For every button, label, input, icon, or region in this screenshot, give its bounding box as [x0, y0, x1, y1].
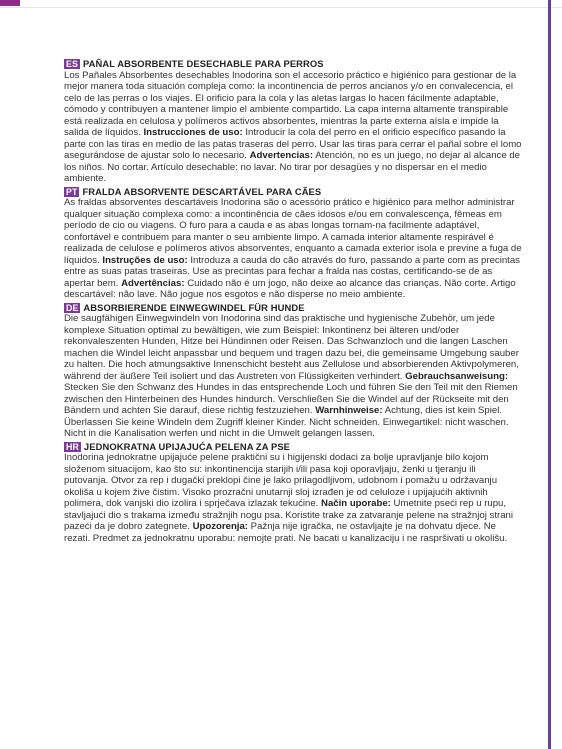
warning-text: Pažnja nije igračka, ne ostavljajte je na dohvatu djece. Ne rezati. Predmet za jednokratnu uporabu: nemojte prati. Ne bacati u kanalizaciju i ne raspršivati u okolišu. [64, 521, 508, 544]
language-tag-pt: PT [66, 186, 78, 197]
warning-label: Warnhinweise: [315, 405, 383, 416]
section-title: ABSORBIERENDE EINWEGWINDEL FÜR HUNDE [83, 301, 305, 313]
section-heading [64, 441, 522, 453]
section-body [64, 197, 522, 301]
section-heading [64, 302, 522, 314]
usage-label: Način uporabe: [321, 498, 391, 509]
warning-label: Advertências: [121, 277, 185, 289]
section-title: JEDNOKRATNA UPIJAJUĆA PELENA ZA PSE [83, 440, 291, 452]
warning-text: Achtung, dies ist kein Spiel. Überlassen Sie keine Windeln dem Zugriff kleiner Kinder. Nicht schneiden. Einwegartikel: nicht waschen. Nicht in die Kanalisation werfen und nicht in die Umwelt gelangen lassen. [64, 405, 509, 439]
section-heading [64, 186, 522, 198]
accent-line [548, 0, 551, 749]
usage-text: Umetnite pseći rep u rupu, stavljajući dio s trakama između stražnjih nogu psa. Koristite trake za zatvaranje pelene na stražnjoj strani pazeći da je dobro zategnete. [64, 498, 513, 532]
warning-label: Upozorenja: [192, 521, 248, 532]
intro-text: As fraldas absorventes descartáveis Inodorina são o acessório prático e higiénico para melhor administrar qualquer situação complexa como: a incontinência de cães idosos e/ou em convalescença, fêmeas em período de cio ou viagens. O furo para a cauda e as abas longas tornam-na facilmente adaptável, confortável e contribuem para manter o seu ambiente limpo. A camada interior altamente respirável é realizada de celulose e polímeros ativos absorventes, enquanto a camada exterior isola e previne a fuga de líquidos. [64, 197, 522, 266]
section-title: FRALDA ABSORVENTE DESCARTÁVEL PARA CÃES [82, 185, 322, 197]
section-title: PAÑAL ABSORBENTE DESECHABLE PARA PERROS [82, 58, 324, 69]
section-pt [64, 186, 522, 301]
leaflet-text-panel [64, 58, 522, 545]
section-body [64, 313, 522, 440]
language-tag-es: ES [66, 59, 78, 69]
warning-text: Atención, no es un juego, no dejar al alcance de los niños. No cortar. Artículo desechable: no lavar. No tirar por desagües y no dispersar en el medio ambiente. [64, 150, 521, 184]
usage-label: Instrucciones de uso: [143, 127, 243, 138]
usage-text: Introduza a cauda do cão através do furo, passando a parte com as precintas entre as suas patas traseiras. Use as precintas para fechar a fralda nas costas, certificando-se de as apertar bem. [64, 254, 520, 289]
section-hr [64, 441, 522, 545]
language-tag-hr: HR [66, 441, 79, 452]
section-es [64, 58, 522, 185]
language-tag-de: DE [66, 302, 79, 313]
warning-label: Advertencias: [249, 150, 314, 161]
section-body [64, 70, 522, 185]
section-de [64, 302, 522, 440]
intro-text: Inodorina jednokratne upijajuće pelene praktični su i higijenski dodaci za bolje upravljanje bilo kojom složenom situacijom, kao što su: inkontinencija starijih i/ili pasa koji oporavljaju, ženki u tjeranju ili putovanja. Otvor za rep i dugački preklopi čine je lako prilagodljivom, udobnom i pomažu u održavanju okoliša u kojem žive čistim. Visoko prozračni unutarnji sloj izrađen je od celuloze i upijajućih aktivnih polimera, dok vanjski dio izolira i sprječava izlazak tekućine. [64, 452, 498, 509]
usage-label: Instruções de uso: [102, 254, 188, 266]
top-border [0, 0, 562, 8]
usage-text: Introducir la cola del perro en el orificio específico pasando la parte con las tiras en medio de las patas traseras del perro. Usar las tiras para cerrar el pañal sobre el lomo asegurándose de ajustar solo lo necesario. [64, 127, 522, 161]
usage-text: Stecken Sie den Schwanz des Hundes in das entsprechende Loch und führen Sie den Teil mit den Riemen zwischen den Hinterbeinen des Hundes hindurch. Verschließen Sie die Windel auf der Rückseite mit den Bändern und achten Sie darauf, diese richtig festzuziehen. [64, 382, 518, 416]
intro-text: Die saugfähigen Einwegwindeln von Inodorina sind das praktische und hygienische Zubehör, um jede komplexe Situation optimal zu bewältigen, wie zum Beispiel: Inkontinenz bei älteren und/oder rekonvaleszenten Hunden, Hitze bei Hündinnen oder Reisen. Das Schwanzloch und die langen Laschen machen die Windel leicht anpassbar und bequem und tragen dazu bei, die gemeinsame Umgebung sauber zu halten. Die hoch atmungsaktive Innenschicht besteht aus Zellulose und absorbierenden Aktivpolymeren, während der äußere Teil isoliert und das Austreten von Flüssigkeiten verhindert. [64, 313, 519, 382]
warning-text: Cuidado não é um jogo, não deixe ao alcance das crianças. Não corte. Artigo descartável: não lave. Não jogue nos esgotos e não disperse no meio ambiente. [64, 277, 516, 300]
section-body [64, 452, 522, 544]
intro-text: Los Pañales Absorbentes desechables Inodorina son el accesorio práctico e higiénico para gestionar de la mejor manera toda situación compleja como: la incontinencia de perros ancianos y/o en convalecencia, el celo de las perras o los viajes. El orificio para la cola y las aletas largas lo hacen fácilmente adaptable, cómodo y contribuyen a mantener limpio el ambiente compartido. La capa interna altamente transpirable está realizada en celulosa y polímeros activos absorbentes, mientras la parte externa aísla e impide la salida de líquidos. [64, 69, 517, 138]
usage-label: Gebrauchsanweisung: [405, 370, 509, 382]
section-heading [64, 58, 522, 70]
